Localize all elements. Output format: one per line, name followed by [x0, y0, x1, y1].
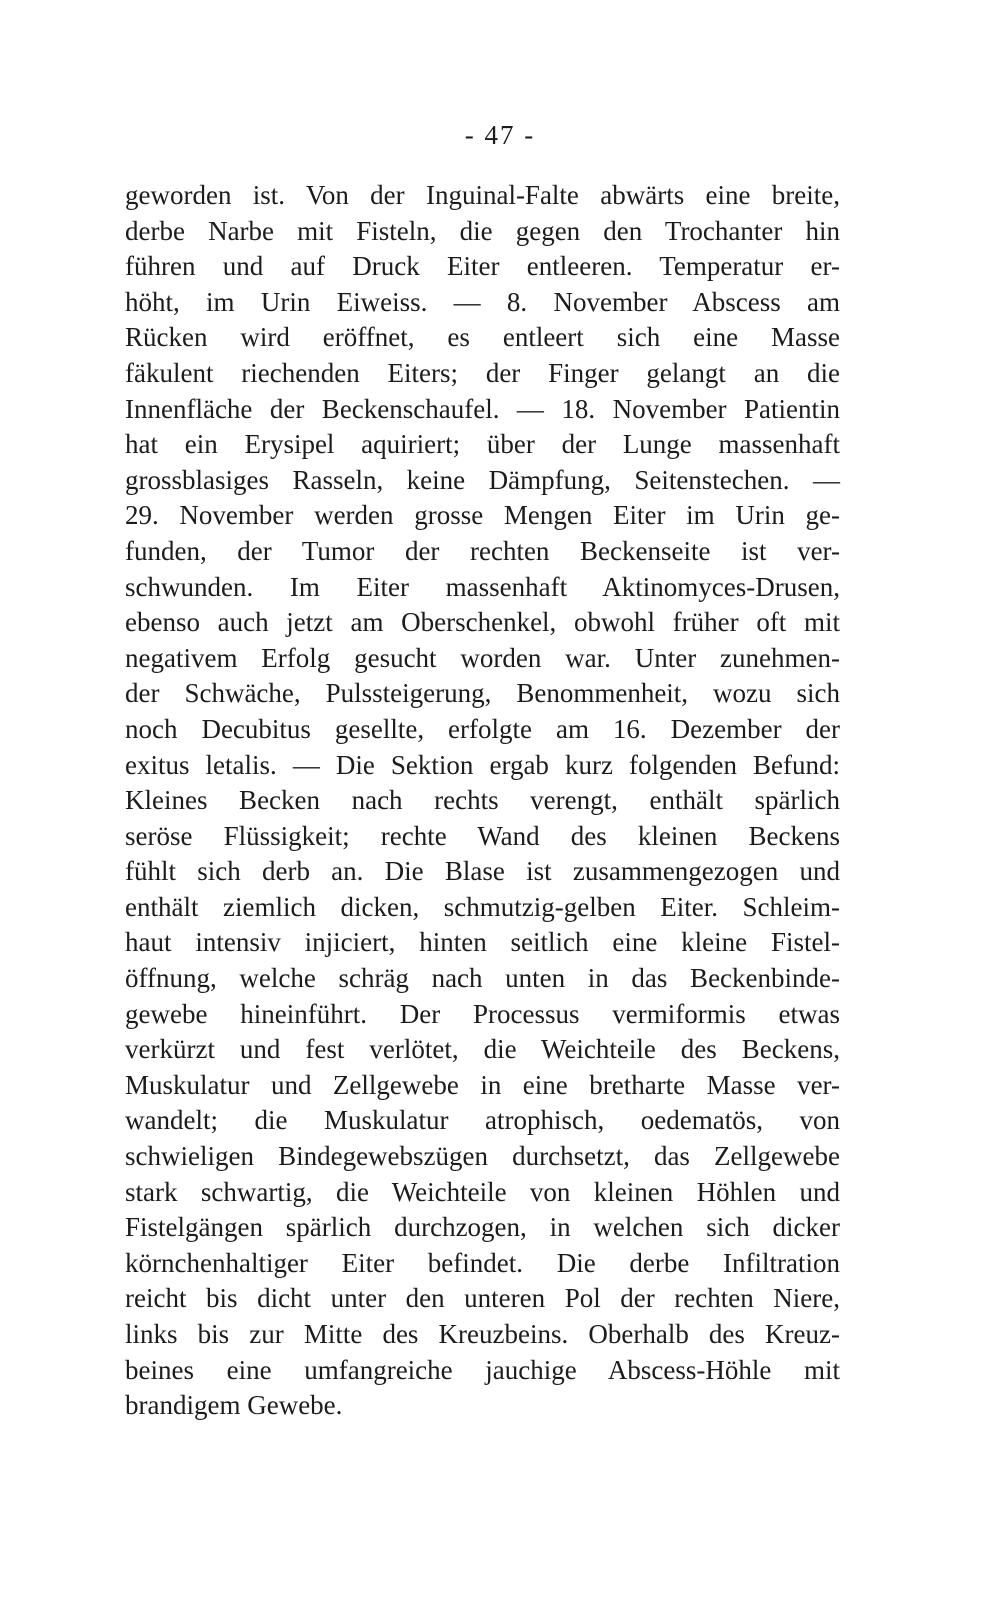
- text-line: geworden ist. Von der Inguinal-Falte abwärts eine breite,: [125, 180, 840, 210]
- text-line: gewebe hineinführt. Der Processus vermiformis etwas: [125, 998, 840, 1029]
- text-line: fäkulent riechenden Eiters; der Finger gelangt an die: [125, 357, 840, 388]
- text-line: stark schwartig, die Weichteile von kleinen Höhlen und: [125, 1176, 840, 1207]
- text-line: schwieligen Bindegewebszügen durchsetzt, das Zellgewebe: [125, 1141, 840, 1172]
- text-line: Muskulatur und Zellgewebe in eine bretharte Masse ver-: [125, 1069, 840, 1100]
- text-line: wandelt; die Muskulatur atrophisch, oedematös, von: [125, 1105, 840, 1136]
- text-line: funden, der Tumor der rechten Beckenseite ist ver-: [125, 535, 840, 566]
- text-line: verkürzt und fest verlötet, die Weichteile des Beckens,: [125, 1034, 840, 1065]
- text-line: fühlt sich derb an. Die Blase ist zusammengezogen und: [125, 856, 840, 887]
- text-line: hat ein Erysipel aquiriert; über der Lunge massenhaft: [125, 429, 840, 460]
- text-line: reicht bis dicht unter den unteren Pol der rechten Niere,: [125, 1283, 840, 1314]
- text-line: öffnung, welche schräg nach unten in das Beckenbinde-: [125, 963, 840, 994]
- text-line: höht, im Urin Eiweiss. — 8. November Abscess am: [125, 286, 840, 317]
- page-number: - 47 -: [464, 120, 536, 150]
- text-line: körnchenhaltiger Eiter befindet. Die derbe Infiltration: [125, 1247, 840, 1278]
- text-line-last: brandigem Gewebe.: [125, 1390, 343, 1421]
- text-line: enthält ziemlich dicken, schmutzig-gelben Eiter. Schleim-: [125, 891, 840, 922]
- text-line: haut intensiv injiciert, hinten seitlich eine kleine Fistel-: [125, 927, 840, 958]
- text-line: seröse Flüssigkeit; rechte Wand des kleinen Beckens: [125, 820, 840, 851]
- text-line: Fistelgängen spärlich durchzogen, in welchen sich dicker: [125, 1212, 840, 1243]
- text-line: schwunden. Im Eiter massenhaft Aktinomyces-Drusen,: [125, 571, 840, 602]
- text-line: Rücken wird eröffnet, es entleert sich eine Masse: [125, 322, 840, 353]
- text-line: ebenso auch jetzt am Oberschenkel, obwohl früher oft mit: [125, 607, 840, 638]
- text-line: Innenfläche der Beckenschaufel. — 18. November Patientin: [125, 393, 840, 424]
- text-line: exitus letalis. — Die Sektion ergab kurz folgenden Befund:: [125, 749, 840, 780]
- text-line: noch Decubitus gesellte, erfolgte am 16. Dezember der: [125, 713, 840, 744]
- text-line: Kleines Becken nach rechts verengt, enthält spärlich: [125, 785, 840, 816]
- text-line: führen und auf Druck Eiter entleeren. Temperatur er-: [125, 251, 840, 282]
- text-line: derbe Narbe mit Fisteln, die gegen den Trochanter hin: [125, 215, 840, 246]
- text-line: grossblasiges Rasseln, keine Dämpfung, Seitenstechen. —: [125, 464, 840, 495]
- text-line: negativem Erfolg gesucht worden war. Unter zunehmen-: [125, 642, 840, 673]
- text-line: beines eine umfangreiche jauchige Abscess-Höhle mit: [125, 1354, 840, 1385]
- text-line: der Schwäche, Pulssteigerung, Benommenheit, wozu sich: [125, 678, 840, 709]
- text-line: links bis zur Mitte des Kreuzbeins. Oberhalb des Kreuz-: [125, 1319, 840, 1349]
- body-text: [125, 178, 840, 1424]
- text-line: 29. November werden grosse Mengen Eiter im Urin ge-: [125, 500, 840, 531]
